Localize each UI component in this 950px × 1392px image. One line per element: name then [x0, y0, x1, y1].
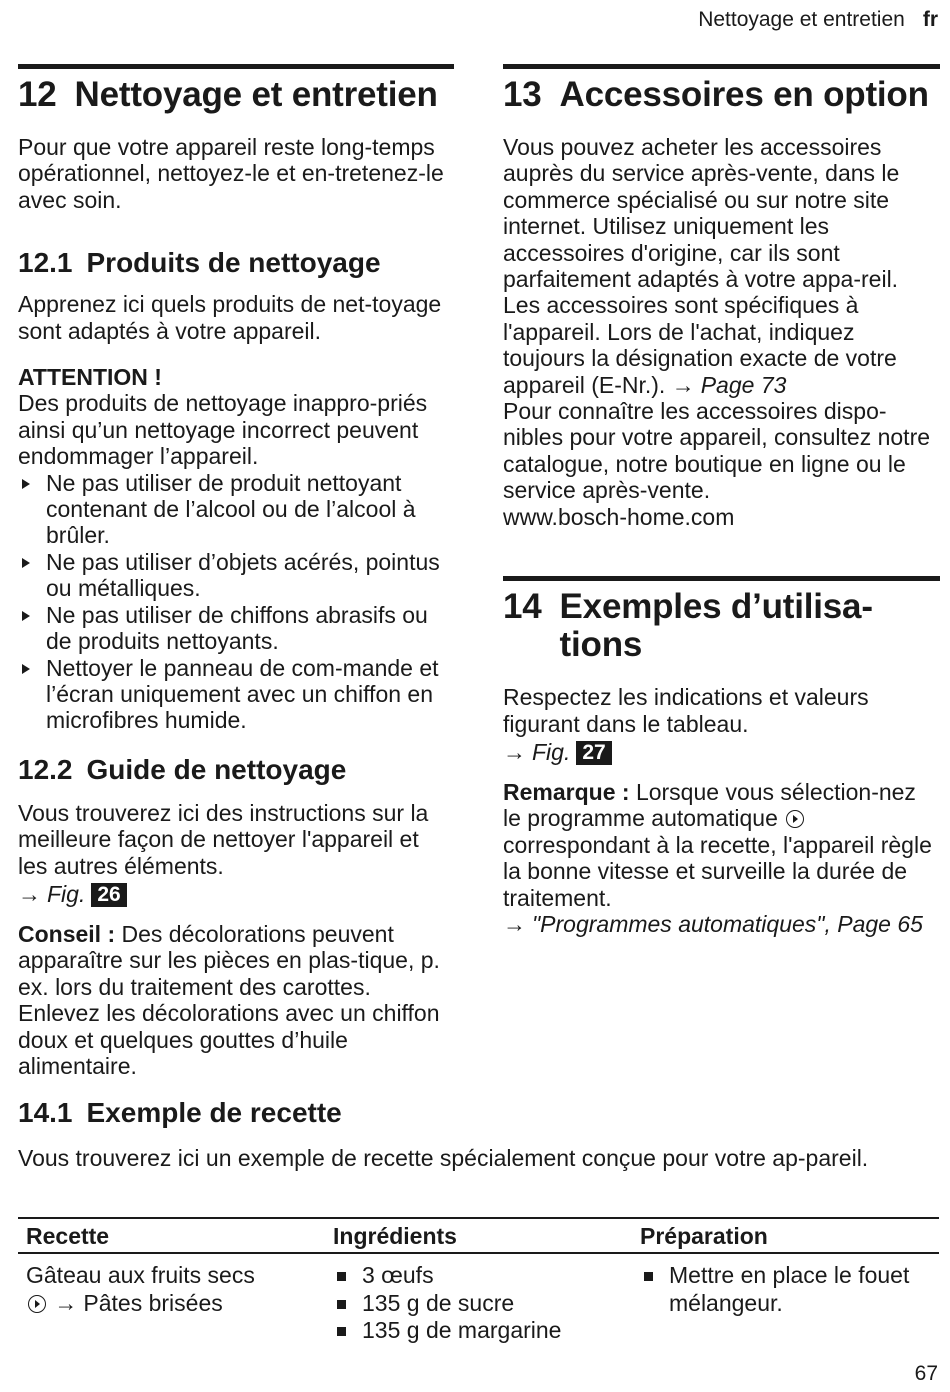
section-13-paragraph-1: Vous pouvez acheter les accessoires auprès du service après-vente, dans le commerce spécialisé ou sur notre site internet. Utilisez uniquement les accessoires d'origine, car ils sont parfaitement adaptés à votre appa-reil.	[503, 134, 900, 293]
section-14-rule	[503, 576, 940, 581]
section-12-intro: Pour que votre appareil reste long-temps opérationnel, nettoyez-le et en-tretenez-le avec soin.	[18, 134, 444, 213]
section-14-1-intro: Vous trouverez ici un exemple de recette spécialement conçue pour votre ap-pareil.	[18, 1145, 869, 1171]
section-13-paragraph-3: Pour connaître les accessoires dispo-nibles pour votre appareil, consultez notre catalogue, notre boutique en ligne ou le service après-vente.	[503, 398, 931, 504]
section-14-intro: Respectez les indications et valeurs figurant dans le tableau.	[503, 684, 869, 737]
recipe-name: Gâteau aux fruits secs	[26, 1262, 255, 1288]
fig-label: → Fig.	[18, 881, 85, 907]
section-13-rule	[503, 64, 940, 69]
figure-reference-27[interactable]	[503, 737, 940, 767]
recipe-program[interactable]: → Pâtes brisées	[54, 1290, 222, 1316]
section-14-1-number: 14.1	[18, 1097, 73, 1128]
attention-label: ATTENTION !	[18, 364, 162, 391]
section-12-1-heading	[18, 247, 454, 279]
list-item: 3 œufs	[333, 1262, 624, 1290]
figure-number-badge: 27	[576, 741, 611, 765]
section-12-2-number: 12.2	[18, 753, 73, 785]
left-column	[18, 64, 454, 1079]
running-header-title: Nettoyage et entretien	[698, 8, 905, 31]
section-12-title: Nettoyage et entretien	[74, 75, 438, 114]
column-header-recette: Recette	[18, 1218, 325, 1253]
running-header	[698, 8, 938, 32]
section-12-2-title: Guide de nettoyage	[86, 753, 347, 785]
note-text-1: Lorsque vous sélection-nez le programme automatique	[503, 778, 916, 832]
website-link[interactable]: www.bosch-home.com	[503, 503, 735, 530]
recipe-table	[18, 1217, 939, 1345]
preparation-list	[640, 1262, 931, 1317]
section-13-number: 13	[503, 75, 542, 114]
automatic-program-icon	[28, 1295, 46, 1313]
language-code: fr	[922, 8, 938, 31]
section-14-1-title: Exemple de recette	[86, 1097, 342, 1128]
list-item: Ne pas utiliser de chiffons abrasifs ou de produits nettoyants.	[18, 602, 454, 655]
page-number: 67	[914, 1362, 938, 1385]
table-row	[18, 1253, 939, 1345]
tip-text: Des décolorations peuvent apparaître sur les pièces en plas-tique, p. ex. lors du traitement des carottes. Enlevez les décolorations avec un chiffon doux et quelques gouttes d’huile alimentaire.	[18, 920, 440, 1079]
cleaning-warnings-list	[18, 470, 454, 734]
section-13-title: Accessoires en option	[559, 75, 929, 114]
section-14-number: 14	[503, 587, 542, 627]
section-13-paragraph-2	[503, 292, 940, 398]
section-14-1-heading	[18, 1097, 938, 1129]
list-item: Ne pas utiliser de produit nettoyant contenant de l’alcool ou de l’alcool à brûler.	[18, 470, 454, 549]
tip-label: Conseil :	[18, 920, 116, 947]
section-14-title: Exemples d’utilisa-tions	[559, 587, 873, 665]
list-item: Mettre en place le fouet mélangeur.	[640, 1262, 931, 1317]
section-12-2-intro: Vous trouverez ici des instructions sur la meilleure façon de nettoyer l'appareil et les autres éléments.	[18, 799, 429, 879]
list-item: Nettoyer le panneau de com-mande et l’écran uniquement avec un chiffon en microfibres humide.	[18, 655, 454, 734]
ingredients-list	[333, 1262, 624, 1345]
table-header-row	[18, 1218, 939, 1253]
figure-reference-26[interactable]	[18, 879, 454, 909]
section-12-heading	[18, 76, 454, 114]
section-14-heading	[503, 588, 940, 664]
attention-text: Des produits de nettoyage inappro-priés ainsi qu’un nettoyage incorrect peuvent endommager l’appareil.	[18, 390, 428, 470]
page-reference-link[interactable]: → Page 73	[672, 372, 787, 398]
section-12-1-intro: Apprenez ici quels produits de net-toyage sont adaptés à votre appareil.	[18, 291, 442, 344]
note-label: Remarque :	[503, 778, 630, 805]
preparation-cell	[632, 1253, 939, 1345]
section-12-1-title: Produits de nettoyage	[86, 247, 381, 279]
section-12-2-heading	[18, 754, 454, 786]
automatic-programs-reference[interactable]: → "Programmes automatiques", Page 65	[503, 911, 940, 937]
fig-label: → Fig.	[503, 739, 570, 765]
note-text-2: correspondant à la recette, l'appareil règle la bonne vitesse et surveille la durée de traitement.	[503, 831, 932, 911]
tip-paragraph	[18, 921, 454, 1079]
recipe-cell	[18, 1253, 325, 1345]
column-header-ingredients: Ingrédients	[325, 1218, 632, 1253]
list-item: 135 g de margarine	[333, 1317, 624, 1345]
note-paragraph	[503, 779, 940, 911]
section-12-number: 12	[18, 75, 57, 114]
figure-number-badge: 26	[91, 883, 126, 907]
accessories-specific-text: Les accessoires sont spécifiques à l'appareil. Lors de l'achat, indiquez toujours la désignation exacte de votre appareil (E-Nr.).	[503, 292, 897, 398]
section-13-heading	[503, 76, 940, 114]
recipe-program-line	[26, 1290, 317, 1318]
section-12-1-number: 12.1	[18, 247, 73, 279]
automatic-program-icon	[786, 810, 804, 828]
right-column	[503, 64, 940, 937]
section-12-rule	[18, 64, 454, 69]
column-header-preparation: Préparation	[632, 1218, 939, 1253]
ingredients-cell	[325, 1253, 632, 1345]
list-item: 135 g de sucre	[333, 1290, 624, 1318]
list-item: Ne pas utiliser d’objets acérés, pointus ou métalliques.	[18, 549, 454, 602]
